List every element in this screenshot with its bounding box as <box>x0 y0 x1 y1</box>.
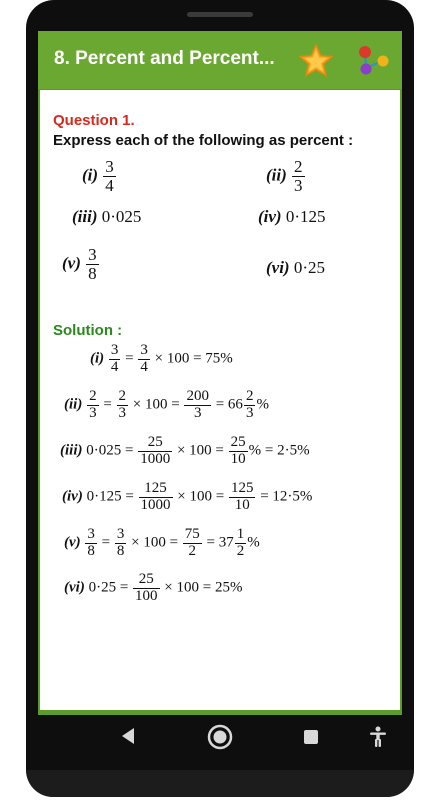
home-circle-icon[interactable] <box>207 724 233 750</box>
solution-line-i: (i) $\frac{3}{4}$ = $\frac{3}{4}$ × 100 = 75% <box>90 342 233 375</box>
question-item-iii: (iii) 0·025 <box>72 207 142 226</box>
phone-speaker <box>187 12 253 17</box>
question-heading: Question 1. <box>53 112 135 129</box>
question-prompt: Express each of the following as percent : <box>53 132 354 149</box>
question-item-ii: (ii) $\frac{2}{3}$ <box>266 157 303 195</box>
solution-heading: Solution : <box>53 322 123 339</box>
solution-line-vi: (vi) 0·25 = $\frac{25}{100}$ × 100 = 25% <box>64 571 243 604</box>
question-item-vi: (vi) 0·25 <box>266 258 326 277</box>
solution-line-v: (v) $\frac{3}{8}$ = $\frac{3}{8}$ × 100 = $\frac{75}{2}$ = 37 $\frac{1}{2}$ % <box>64 526 260 559</box>
solution-line-ii: (ii) $\frac{2}{3}$ = $\frac{2}{3}$ × 100 = $\frac{200}{3}$ = 66 $\frac{2}{3}$ % <box>64 388 269 421</box>
question-item-iv: (iv) 0·125 <box>258 207 326 226</box>
accessibility-icon[interactable] <box>369 726 387 748</box>
back-triangle-icon[interactable] <box>120 727 136 745</box>
share-icon[interactable] <box>356 44 390 78</box>
page-title: 8. Percent and Percent... <box>54 48 275 69</box>
star-icon[interactable] <box>298 43 334 79</box>
question-item-v: (v) $\frac{3}{8}$ <box>62 245 97 283</box>
question-item-i: (i) $\frac{3}{4}$ <box>82 157 114 195</box>
recents-square-icon[interactable] <box>303 729 319 745</box>
solution-line-iv: (iv) 0·125 = $\frac{125}{1000}$ × 100 = $\frac{125}{10}$ = 12·5% <box>62 480 313 513</box>
phone-bottom-edge <box>26 770 414 797</box>
solution-line-iii: (iii) 0·025 = $\frac{25}{1000}$ × 100 = $\frac{25}{10}$ % = 2·5% <box>60 434 310 467</box>
